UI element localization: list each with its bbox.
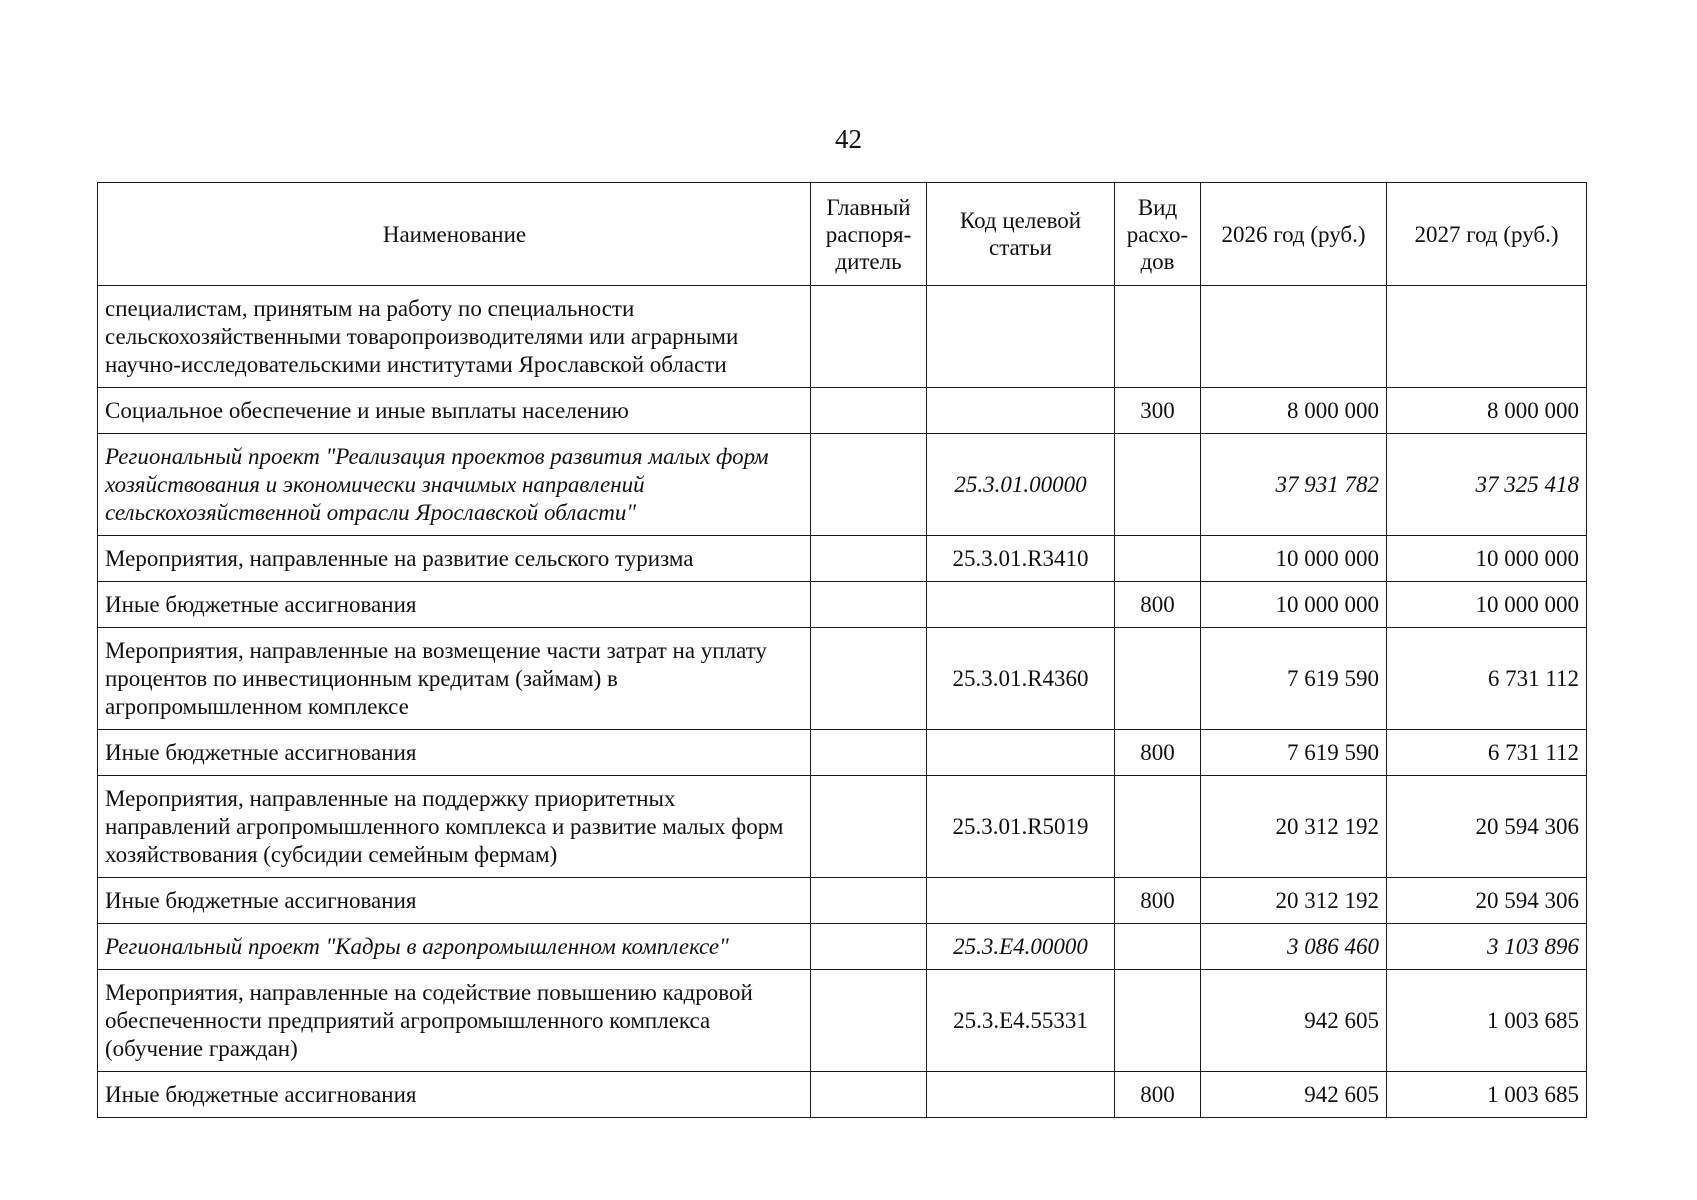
cell-code: 25.3.Е4.00000 [927,924,1115,970]
cell-2027: 20 594 306 [1387,776,1587,878]
cell-code [927,388,1115,434]
cell-code [927,1072,1115,1118]
cell-code [927,286,1115,388]
cell-2027: 1 003 685 [1387,1072,1587,1118]
header-2027: 2027 год (руб.) [1387,183,1587,286]
cell-type [1115,536,1201,582]
cell-code [927,582,1115,628]
header-2026: 2026 год (руб.) [1201,183,1387,286]
cell-2027: 10 000 000 [1387,536,1587,582]
cell-2026 [1201,286,1387,388]
table-row [98,878,1587,924]
header-chief: Главный распоря-дитель [811,183,927,286]
table-row [98,582,1587,628]
table-body [98,286,1587,1118]
cell-type: 800 [1115,582,1201,628]
page-number: 42 [835,124,862,154]
table-row [98,388,1587,434]
cell-name: Мероприятия, направленные на содействие повышению кадровой обеспеченности предприятий агропромышленного комплекса (обучение граждан) [98,970,811,1072]
cell-code: 25.3.Е4.55331 [927,970,1115,1072]
cell-type [1115,776,1201,878]
cell-chief [811,878,927,924]
header-name: Наименование [98,183,811,286]
cell-2026: 37 931 782 [1201,434,1387,536]
header-code: Код целевой статьи [927,183,1115,286]
cell-name: Мероприятия, направленные на поддержку приоритетных направлений агропромышленного комплекса и развитие малых форм хозяйствования (субсидии семейным фермам) [98,776,811,878]
cell-chief [811,536,927,582]
header-type: Вид расхо-дов [1115,183,1201,286]
cell-chief [811,628,927,730]
cell-2027: 3 103 896 [1387,924,1587,970]
cell-code: 25.3.01.R4360 [927,628,1115,730]
cell-2026: 7 619 590 [1201,730,1387,776]
cell-name: Иные бюджетные ассигнования [98,730,811,776]
table-row [98,286,1587,388]
cell-2026: 7 619 590 [1201,628,1387,730]
cell-2027: 6 731 112 [1387,730,1587,776]
cell-2027: 10 000 000 [1387,582,1587,628]
cell-2027: 1 003 685 [1387,970,1587,1072]
cell-name: Региональный проект "Реализация проектов развития малых форм хозяйствования и экономически значимых направлений сельскохозяйственной отрасли Ярославской области" [98,434,811,536]
table-row [98,536,1587,582]
cell-chief [811,582,927,628]
cell-2026: 10 000 000 [1201,536,1387,582]
cell-chief [811,388,927,434]
cell-chief [811,730,927,776]
cell-chief [811,1072,927,1118]
cell-name: Иные бюджетные ассигнования [98,582,811,628]
cell-type: 800 [1115,1072,1201,1118]
table-row [98,970,1587,1072]
cell-type [1115,628,1201,730]
cell-chief [811,776,927,878]
cell-code [927,878,1115,924]
cell-2027: 37 325 418 [1387,434,1587,536]
cell-2027: 6 731 112 [1387,628,1587,730]
cell-name: Региональный проект "Кадры в агропромышленном комплексе" [98,924,811,970]
table-row [98,730,1587,776]
cell-code [927,730,1115,776]
cell-type [1115,924,1201,970]
cell-chief [811,286,927,388]
cell-2027 [1387,286,1587,388]
cell-type: 800 [1115,878,1201,924]
cell-chief [811,434,927,536]
header-row [98,183,1587,286]
cell-code: 25.3.01.00000 [927,434,1115,536]
cell-code: 25.3.01.R3410 [927,536,1115,582]
cell-2027: 20 594 306 [1387,878,1587,924]
cell-2026: 10 000 000 [1201,582,1387,628]
cell-2026: 3 086 460 [1201,924,1387,970]
cell-name: Иные бюджетные ассигнования [98,878,811,924]
budget-table [97,182,1587,1118]
cell-name: Социальное обеспечение и иные выплаты населению [98,388,811,434]
table-row [98,628,1587,730]
table-row [98,924,1587,970]
cell-2026: 20 312 192 [1201,776,1387,878]
cell-name: Мероприятия, направленные на развитие сельского туризма [98,536,811,582]
table-header [98,183,1587,286]
cell-code: 25.3.01.R5019 [927,776,1115,878]
cell-2026: 8 000 000 [1201,388,1387,434]
cell-type: 800 [1115,730,1201,776]
cell-name: специалистам, принятым на работу по специальности сельскохозяйственными товаропроизводителями или аграрными научно-исследовательскими институтами Ярославской области [98,286,811,388]
cell-type [1115,434,1201,536]
cell-2026: 942 605 [1201,1072,1387,1118]
cell-2026: 942 605 [1201,970,1387,1072]
cell-name: Иные бюджетные ассигнования [98,1072,811,1118]
cell-type: 300 [1115,388,1201,434]
cell-type [1115,286,1201,388]
cell-name: Мероприятия, направленные на возмещение части затрат на уплату процентов по инвестиционным кредитам (займам) в агропромышленном комплексе [98,628,811,730]
table-row [98,434,1587,536]
cell-2026: 20 312 192 [1201,878,1387,924]
cell-2027: 8 000 000 [1387,388,1587,434]
table-row [98,1072,1587,1118]
cell-chief [811,924,927,970]
cell-chief [811,970,927,1072]
cell-type [1115,970,1201,1072]
table-row [98,776,1587,878]
